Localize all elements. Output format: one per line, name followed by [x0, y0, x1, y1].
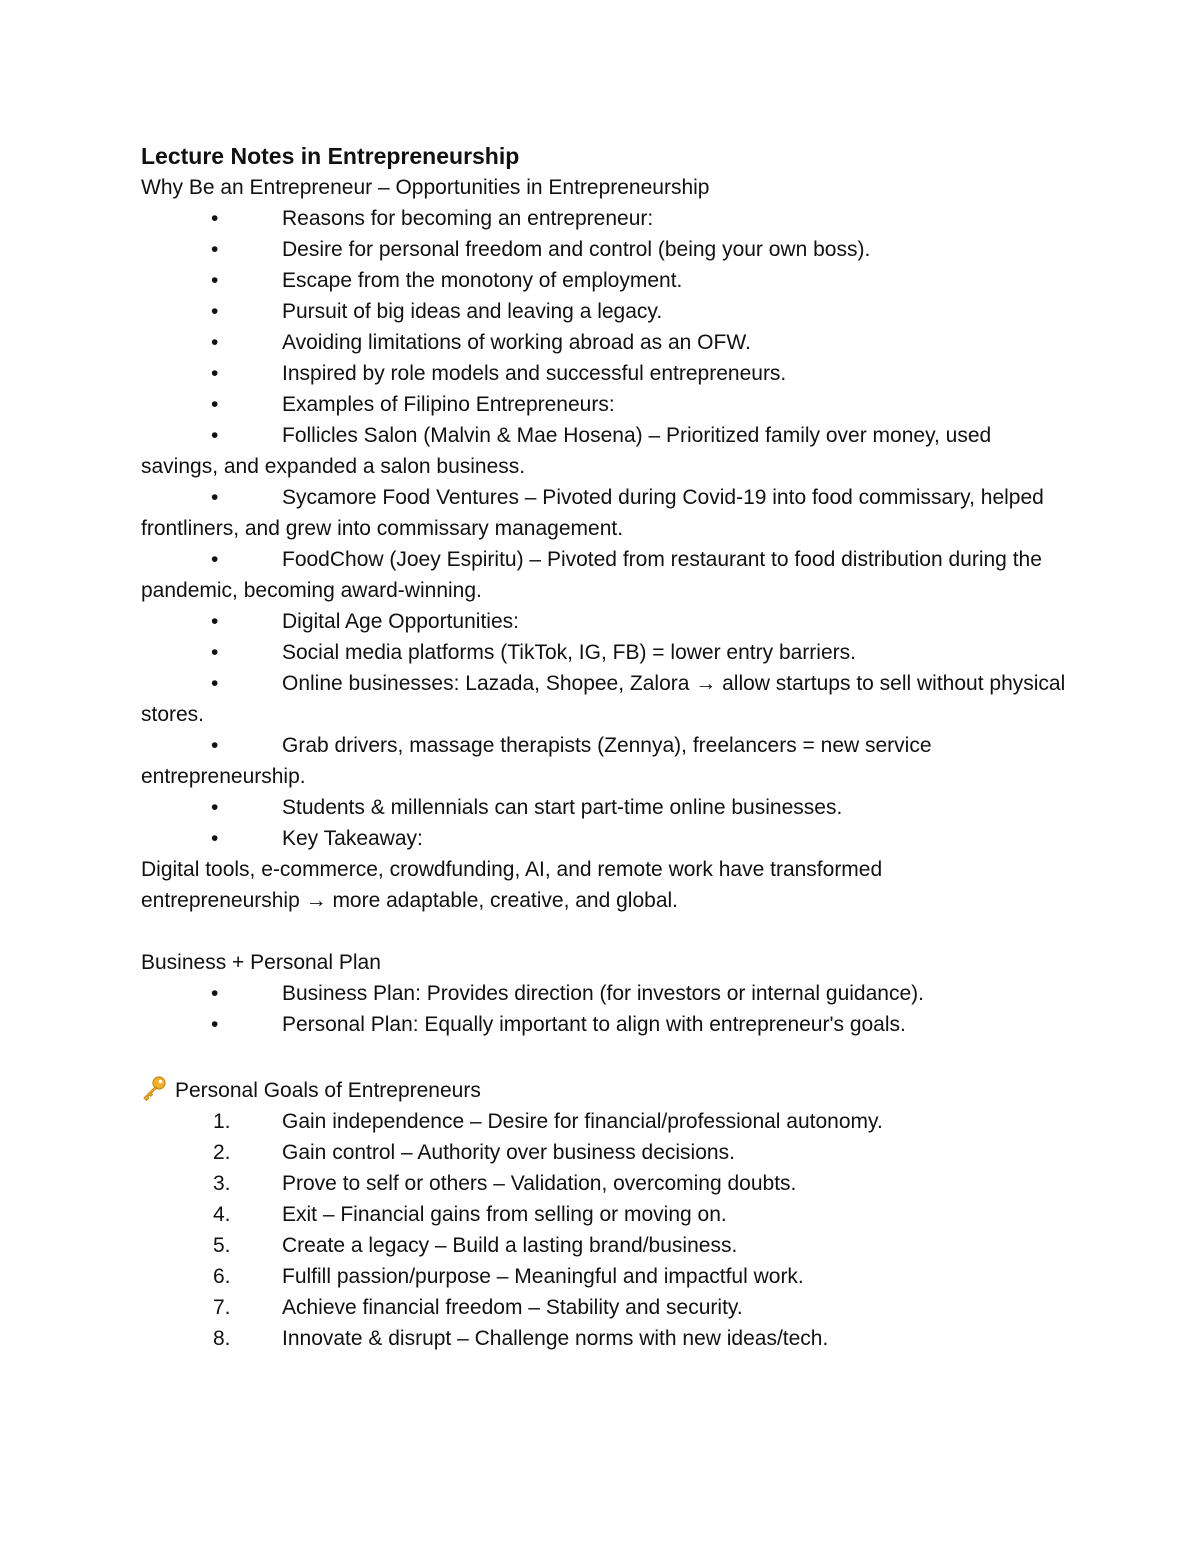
list-item: • Students & millennials can start part-time online businesses. — [141, 792, 1071, 823]
list-item: • Escape from the monotony of employment. — [141, 265, 1071, 296]
list-number: 3. — [213, 1172, 231, 1195]
bullet-marker: • — [211, 486, 219, 509]
spacer — [141, 916, 1071, 947]
key-icon — [141, 1075, 167, 1101]
bullet-marker: • — [211, 424, 219, 447]
takeaway-line: entrepreneurship → more adaptable, creative, and global. — [141, 889, 678, 912]
list-item: • Reasons for becoming an entrepreneur: — [141, 203, 1071, 234]
list-item: • Follicles Salon (Malvin & Mae Hosena) – Prioritized family over money, used savings, and expanded a salon business. — [141, 420, 1071, 482]
document-body — [141, 141, 1071, 1354]
list-item: • Business Plan: Provides direction (for investors or internal guidance). — [141, 978, 1071, 1009]
bullet-marker: • — [211, 610, 219, 633]
bullet-marker: • — [211, 548, 219, 571]
list-item: 5. Create a legacy – Build a lasting brand/business. — [141, 1230, 1071, 1261]
bullet-list-plans — [141, 978, 1071, 1040]
list-item: • Sycamore Food Ventures – Pivoted during Covid-19 into food commissary, helped frontliners, and grew into commissary management. — [141, 482, 1071, 544]
bullet-marker: • — [211, 672, 219, 695]
list-item: • FoodChow (Joey Espiritu) – Pivoted from restaurant to food distribution during the pandemic, becoming award-winning. — [141, 544, 1071, 606]
list-item: • Pursuit of big ideas and leaving a legacy. — [141, 296, 1071, 327]
list-item: • Social media platforms (TikTok, IG, FB) = lower entry barriers. — [141, 637, 1071, 668]
bullet-marker: • — [211, 641, 219, 664]
list-item: • Inspired by role models and successful entrepreneurs. — [141, 358, 1071, 389]
list-item: • Online businesses: Lazada, Shopee, Zalora → allow startups to sell without physical stores. — [141, 668, 1071, 730]
list-number: 6. — [213, 1265, 231, 1288]
section-heading-why-entrepreneur: Why Be an Entrepreneur – Opportunities in Entrepreneurship — [141, 176, 710, 199]
bullet-marker: • — [211, 331, 219, 354]
list-item: 7. Achieve financial freedom – Stability and security. — [141, 1292, 1071, 1323]
list-number: 1. — [213, 1110, 231, 1133]
list-item: • Key Takeaway: — [141, 823, 1071, 854]
bullet-marker: • — [211, 269, 219, 292]
bullet-marker: • — [211, 393, 219, 416]
bullet-marker: • — [211, 362, 219, 385]
section-heading-personal-goals: Personal Goals of Entrepreneurs — [141, 1075, 1071, 1106]
list-item: • Avoiding limitations of working abroad as an OFW. — [141, 327, 1071, 358]
list-item: 4. Exit – Financial gains from selling or moving on. — [141, 1199, 1071, 1230]
list-number: 4. — [213, 1203, 231, 1226]
bullet-marker: • — [211, 300, 219, 323]
numbered-list-goals — [141, 1106, 1071, 1354]
list-item: • Digital Age Opportunities: — [141, 606, 1071, 637]
takeaway-line: Digital tools, e-commerce, crowdfunding, AI, and remote work have transformed — [141, 858, 883, 881]
section-heading-business-plan: Business + Personal Plan — [141, 951, 381, 974]
list-item: 6. Fulfill passion/purpose – Meaningful and impactful work. — [141, 1261, 1071, 1292]
bullet-list-reasons — [141, 203, 1071, 854]
list-number: 7. — [213, 1296, 231, 1319]
bullet-marker: • — [211, 734, 219, 757]
list-number: 5. — [213, 1234, 231, 1257]
list-item: 8. Innovate & disrupt – Challenge norms with new ideas/tech. — [141, 1323, 1071, 1354]
bullet-marker: • — [211, 827, 219, 850]
bullet-marker: • — [211, 207, 219, 230]
bullet-marker: • — [211, 982, 219, 1005]
spacer — [141, 1040, 1071, 1075]
bullet-marker: • — [211, 238, 219, 261]
list-number: 2. — [213, 1141, 231, 1164]
list-item: • Desire for personal freedom and control (being your own boss). — [141, 234, 1071, 265]
list-item: 2. Gain control – Authority over business decisions. — [141, 1137, 1071, 1168]
list-item: • Grab drivers, massage therapists (Zennya), freelancers = new service entrepreneurship. — [141, 730, 1071, 792]
bullet-marker: • — [211, 1013, 219, 1036]
list-item: 3. Prove to self or others – Validation, overcoming doubts. — [141, 1168, 1071, 1199]
list-item: • Examples of Filipino Entrepreneurs: — [141, 389, 1071, 420]
document-title: Lecture Notes in Entrepreneurship — [141, 143, 520, 169]
list-number: 8. — [213, 1327, 231, 1350]
bullet-marker: • — [211, 796, 219, 819]
list-item: • Personal Plan: Equally important to align with entrepreneur's goals. — [141, 1009, 1071, 1040]
list-item: 1. Gain independence – Desire for financial/professional autonomy. — [141, 1106, 1071, 1137]
